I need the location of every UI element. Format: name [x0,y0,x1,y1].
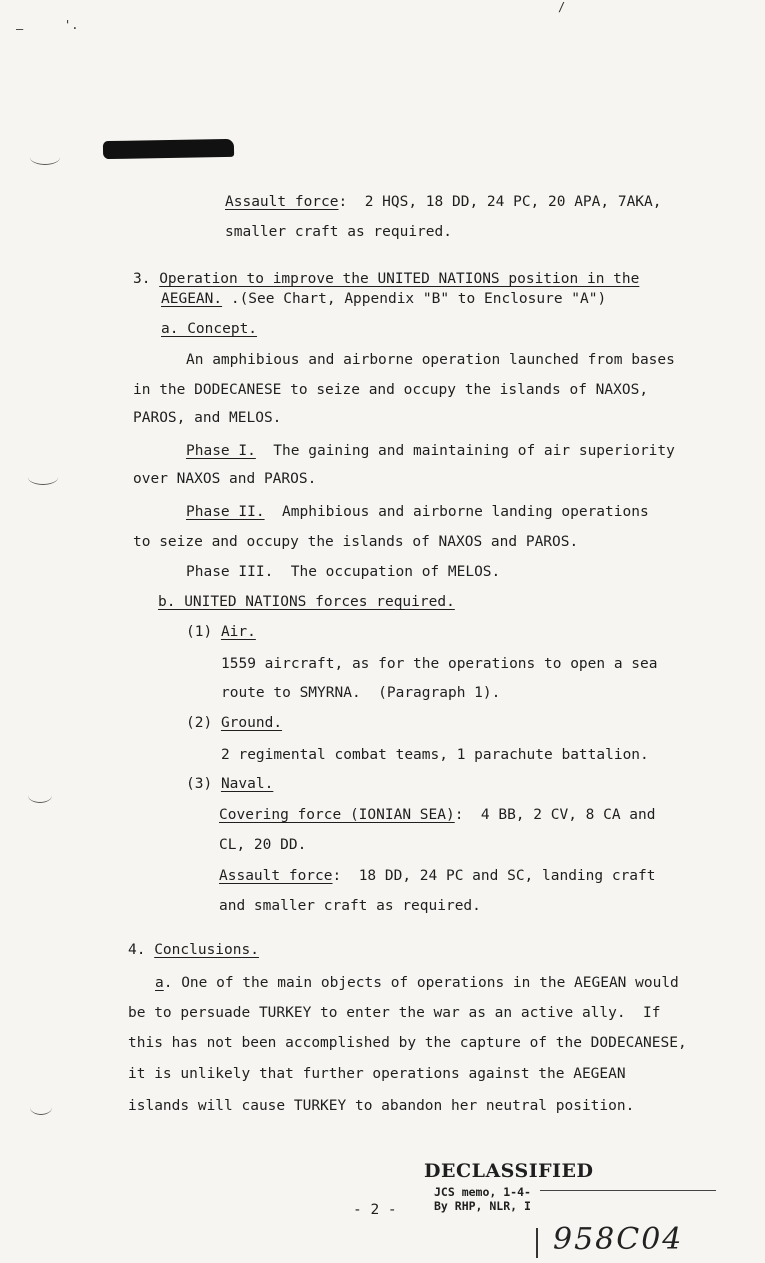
conclusion-line: it is unlikely that further operations against the AEGEAN [128,1066,626,1082]
declassified-stamp: DECLASSIFIED [424,1160,594,1182]
section-3-heading [133,270,639,288]
conclusion-text: . One of the main objects of operations in the AEGEAN would [163,975,679,991]
conclusion-item-label: a [155,975,164,991]
phase-2-label: Phase II. [186,504,265,520]
assault-force-label: Assault force [219,868,333,884]
assault-force-line [219,867,656,885]
margin-dots: '. [64,18,79,32]
margin-tick: / [558,0,566,14]
phase-1-label: Phase I. [186,443,256,459]
section-number: 3. [133,271,151,287]
section-3-heading-line-2 [161,290,606,308]
covering-force-label: Covering force (IONIAN SEA) [219,807,455,823]
concept-para-line: PAROS, and MELOS. [133,410,282,426]
air-label: Air. [220,624,256,640]
covering-force-text: : 4 BB, 2 CV, 8 CA and [454,807,656,823]
ground-number: (2) [186,715,213,731]
section-title-cont: AEGEAN. [161,291,223,307]
phase-1-line-2: over NAXOS and PAROS. [133,471,317,487]
phase-1-text: The gaining and maintaining of air superiority [255,443,675,459]
air-line-2: route to SMYRNA. (Paragraph 1). [221,685,501,701]
forces-heading: b. UNITED NATIONS forces required. [158,594,455,610]
air-line: 1559 aircraft, as for the operations to open a sea [221,656,658,672]
air-heading [186,623,256,641]
assault-force-line-2: and smaller craft as required. [219,898,481,914]
section-title: Conclusions. [154,942,259,958]
phase-3-line: Phase III. The occupation of MELOS. [186,564,501,580]
concept-heading: a. Concept. [161,321,258,337]
punch-hole-mark [28,788,52,803]
covering-force-line [219,806,656,824]
conclusion-line: be to persuade TURKEY to enter the war as an active ally. If [128,1005,661,1021]
section-title: Operation to improve the UNITED NATIONS position in the [159,271,640,287]
redaction-bar [103,139,234,159]
stamp-signatory: By RHP, NLR, I [434,1199,531,1213]
conclusion-line: this has not been accomplished by the capture of the DODECANESE, [128,1035,687,1051]
covering-force-line-2: CL, 20 DD. [219,837,307,853]
section-4-heading [128,941,259,959]
phase-2-text: Amphibious and airborne landing operations [264,504,649,520]
ground-label: Ground. [220,715,283,731]
assault-force-text: : 18 DD, 24 PC and SC, landing craft [332,868,656,884]
concept-para-line: An amphibious and airborne operation launched from bases [186,352,675,368]
ground-heading [186,714,282,732]
ground-line: 2 regimental combat teams, 1 parachute battalion. [221,747,649,763]
naval-label: Naval. [220,776,274,792]
conclusion-line [155,974,679,992]
punch-hole-mark [30,1100,52,1115]
punch-hole-mark [30,150,60,165]
section-number: 4. [128,942,146,958]
assault-force-text: : 2 HQS, 18 DD, 24 PC, 20 APA, 7AKA, [338,194,662,210]
handwritten-document-id: 958C04 [553,1222,684,1257]
assault-force-top-line-2: smaller craft as required. [225,224,452,240]
chart-reference: .(See Chart, Appendix "B" to Enclosure "A") [222,291,607,307]
phase-2-line [186,503,649,521]
assault-force-top-line [225,193,662,211]
concept-para-line: in the DODECANESE to seize and occupy the islands of NAXOS, [133,382,649,398]
conclusion-line: islands will cause TURKEY to abandon her neutral position. [128,1098,635,1114]
assault-force-label: Assault force [225,194,339,210]
handwritten-bar [536,1228,538,1258]
stamp-rule [540,1190,716,1191]
margin-mark: – [16,22,24,36]
phase-2-line-2: to seize and occupy the islands of NAXOS and PAROS. [133,534,579,550]
punch-hole-mark [28,470,58,485]
naval-heading [186,775,273,793]
phase-1-line [186,442,675,460]
stamp-authority: JCS memo, 1-4- [434,1185,531,1199]
naval-number: (3) [186,776,213,792]
page-number: - 2 - [353,1202,397,1218]
air-number: (1) [186,624,213,640]
